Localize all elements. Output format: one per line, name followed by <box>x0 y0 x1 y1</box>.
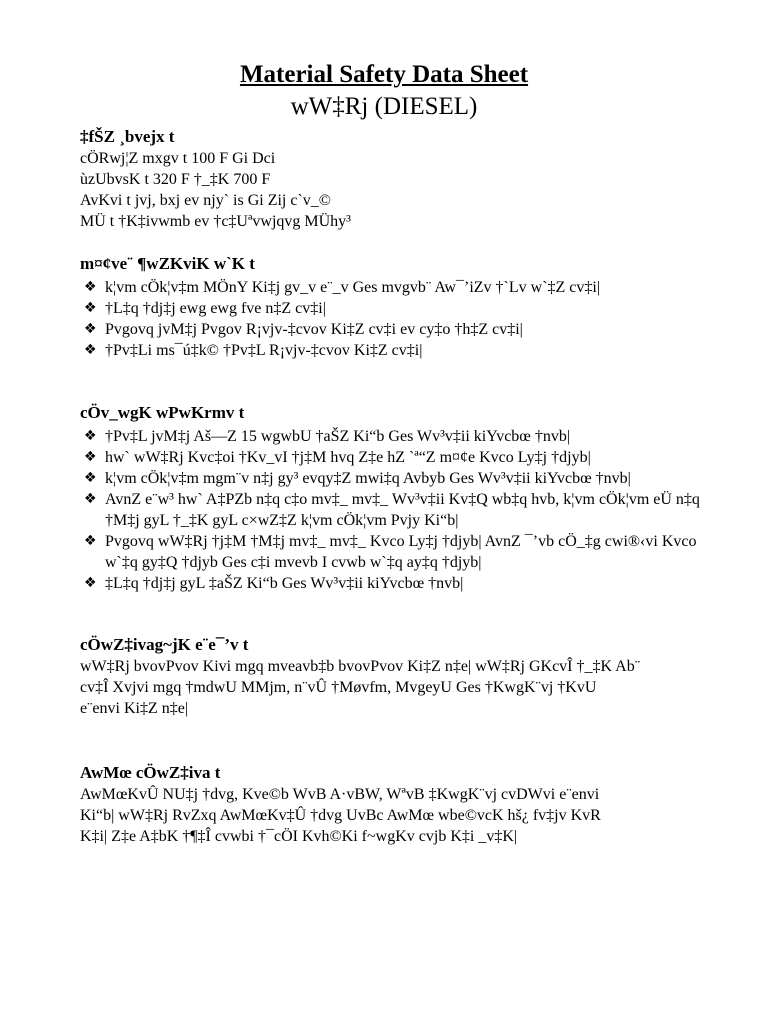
diamond-bullet-icon: ❖ <box>84 321 97 337</box>
text-line: AvKvi t jvj, bxj ev njy` is Gi Zij c`v_© <box>80 192 331 209</box>
diamond-bullet-icon: ❖ <box>84 428 97 444</box>
list-item: ❖ k¦vm cÖk¦v‡m mgm¨v n‡j gy³ evqy‡Z mwi‡q Avbyb Ges Wv³v‡ii kiYvcbœ †nvb| <box>84 470 631 487</box>
section-fire-fighting <box>80 762 720 847</box>
section-physical-properties <box>80 126 720 232</box>
list-item: ❖ †L‡q †dj‡j ewg ewg fve n‡Z cv‡i| <box>84 300 326 317</box>
list-item: ❖ Pvgovq wW‡Rj †j‡M †M‡j mv‡_ mv‡_ Kvco Ly‡j †djyb| AvnZ ¯’vb cÖ_‡g cwi®‹vi Kvco w`‡q gy‡Q †djyb Ges c‡i mvevb I cvwb w`‡q ay‡q †djyb| <box>84 533 697 571</box>
text-line: Ki“b| wW‡Rj RvZxq AwMœKv‡Û †dvg UvBc AwMœ wbe©vcK hš¿ fv‡jv KvR <box>80 807 601 824</box>
section-heading: cÖwZ‡ivag~jK e¨e¯’v t <box>80 635 249 654</box>
diamond-bullet-icon: ❖ <box>84 470 97 486</box>
diamond-bullet-icon: ❖ <box>84 533 97 549</box>
diamond-bullet-icon: ❖ <box>84 491 97 507</box>
section-heading: cÖv_wgK wPwKrmv t <box>80 403 245 422</box>
section-preventive-measures <box>80 634 720 719</box>
document-subtitle: wW‡Rj (DIESEL) <box>290 93 478 120</box>
diamond-bullet-icon: ❖ <box>84 575 97 591</box>
text-line: K‡i| Z‡e A‡bK †¶‡Î cvwbi †¯cÖI Kvh©Ki f~wgKv cvjb K‡i _v‡K| <box>80 828 518 845</box>
list-item: ❖ Pvgovq jvM‡j Pvgov R¡vjv-‡cvov Ki‡Z cv‡i ev cy‡o †h‡Z cv‡i| <box>84 321 523 338</box>
text-line: e¨envi Ki‡Z n‡e| <box>80 700 189 717</box>
list-item: ❖ †Pv‡L jvM‡j Aš—Z 15 wgwbU †aŠZ Ki“b Ges Wv³v‡ii kiYvcbœ †nvb| <box>84 428 571 445</box>
list-item: ❖ †Pv‡Li ms¯ú‡k© †Pv‡L R¡vjv-‡cvov Ki‡Z cv‡i| <box>84 342 423 359</box>
text-line: AwMœKvÛ NU‡j †dvg, Kve©b WvB A·vBW, WªvB ‡KwgK¨vj cvDWvi e¨envi <box>80 786 600 803</box>
text-line: MÜ t †K‡ivwmb ev †c‡Uªvwjqvg MÜhy³ <box>80 213 351 230</box>
section-heading: AwMœ cÖwZ‡iva t <box>80 763 221 782</box>
text-line: cÖRwj¦Z mxgv t 100 F Gi Dci <box>80 150 276 167</box>
section-heading: ‡fŠZ ¸bvejx t <box>80 127 175 146</box>
list-item: ❖ AvnZ e¨w³ hw` A‡PZb n‡q c‡o mv‡_ mv‡_ Wv³v‡ii Kv‡Q wb‡q hvb, k¦vm cÖk¦vm eÜ n‡q †M‡j gyL †_‡K gyL c×wZ‡Z k¦vm cÖk¦vm Pvjy Ki“b| <box>84 491 700 529</box>
diamond-bullet-icon: ❖ <box>84 300 97 316</box>
section-first-aid <box>80 402 720 594</box>
text-line: ùzUbvsK t 320 F †_‡K 700 F <box>80 171 271 188</box>
list-item: ❖ k¦vm cÖk¦v‡m MÖnY Ki‡j gv_v e¨_v Ges mvgvb¨ Aw¯’iZv †`Lv w`‡Z cv‡i| <box>84 279 601 296</box>
section-heading: m¤¢ve¨ ¶wZKviK w`K t <box>80 254 255 273</box>
text-line: cv‡Î Xvjvi mgq †mdwU MMjm, n¨vÛ †Møvfm, MvgeyU Ges †KwgK¨vj †KvU <box>80 679 597 696</box>
section-hazards <box>80 253 720 361</box>
document-title: Material Safety Data Sheet <box>239 61 529 88</box>
bullet-list <box>80 277 720 361</box>
list-item: ❖ hw` wW‡Rj Kvc‡oi †Kv_vI †j‡M hvq Z‡e hZ `ª“Z m¤¢e Kvco Ly‡j †djyb| <box>84 449 591 466</box>
diamond-bullet-icon: ❖ <box>84 449 97 465</box>
text-line: wW‡Rj bvovPvov Kivi mgq mveavb‡b bvovPvov Ki‡Z n‡e| wW‡Rj GKcvÎ †_‡K Ab¨ <box>80 658 641 675</box>
list-item: ❖ ‡L‡q †dj‡j gyL ‡aŠZ Ki“b Ges Wv³v‡ii kiYvcbœ †nvb| <box>84 575 464 592</box>
bullet-list <box>80 426 720 594</box>
diamond-bullet-icon: ❖ <box>84 279 97 295</box>
diamond-bullet-icon: ❖ <box>84 342 97 358</box>
